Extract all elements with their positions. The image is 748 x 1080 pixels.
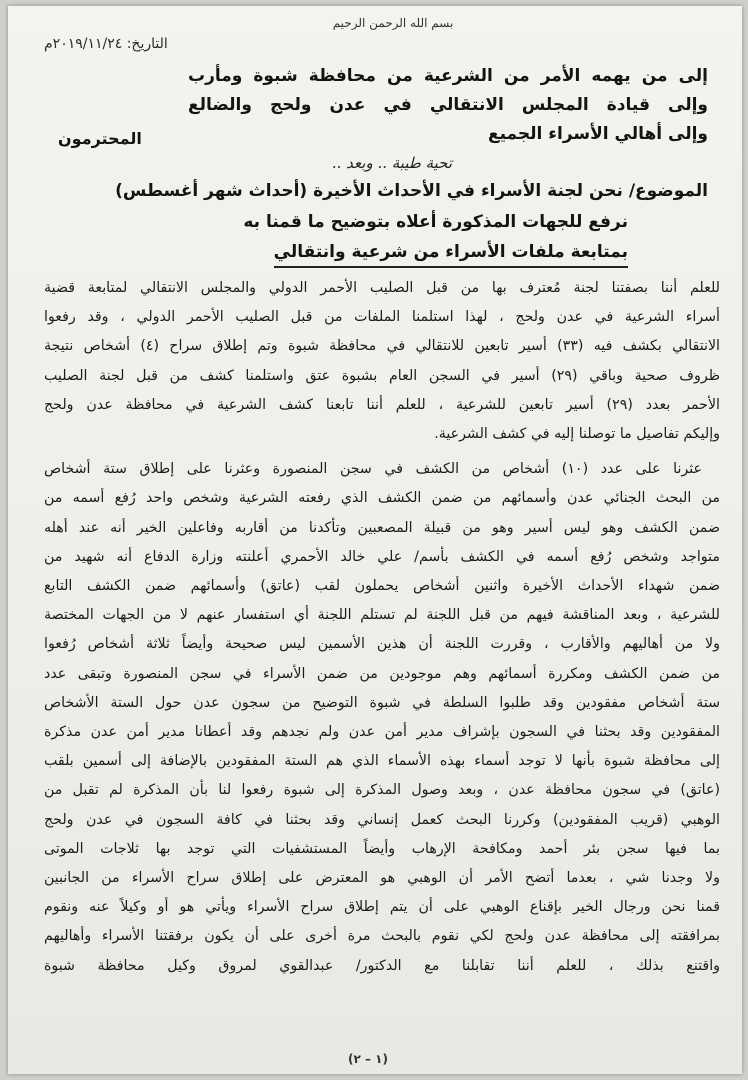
- text-line: قمنا نحن ورجال الخير بإقناع الوهبي على أن يتم إطلاق سراح الأسراء ويأتي هو أو وكيلاً عنه ونقوم: [44, 899, 720, 916]
- text-line: واقتنع بذلك ، للعلم أننا تقابلنا مع الدكتور/ عبدالقوي لمروق وكيل محافظة شبوة: [44, 957, 720, 974]
- page-number: (١ – ٢): [348, 1052, 388, 1066]
- text-line: عثرنا على عدد (١٠) أشخاص من الكشف في سجن المنصورة وعثرنا على إطلاق ستة أشخاص: [44, 461, 702, 478]
- text-line: الأحمر بعدد (٢٩) أسير تابعين للشرعية ، للعلم أننا تابعنا كشف الشرعية في محافظة عدن ولحج: [44, 396, 720, 413]
- text-line: ضمن الكشف وهو ليس أسير وهو من قبيلة المصعبين وتأكدنا من أقاربه وفاعلين الخير أنه عند أهله: [44, 519, 720, 536]
- letter-date: التاريخ: ٢٠١٩/١١/٢٤م: [44, 36, 168, 52]
- subject-line: الموضوع/ نحن لجنة الأسراء في الأحداث الأخيرة (أحداث شهر أغسطس): [115, 181, 708, 201]
- text-line: من ضمن الكشف ومكررة أسمائهم وهم موجودين من ضمن الأسراء في سجن المنصورة وتبقى عدد: [44, 665, 720, 682]
- text-line: متواجد وشخص رُفع أسمه في الكشف بأسم/ علي خالد الأحمري أعلنته وزارة الدفاع أنه شهيد من: [44, 548, 720, 565]
- subject-line: نرفع للجهات المذكورة أعلاه بتوضيح ما قمنا به: [243, 212, 628, 232]
- text-line: للشرعية ، وبعد المناقشة فيهم من قبل اللجنة لم تستلم اللجنة أي استفسار عنهم لا من الجهات المختصة: [44, 607, 720, 624]
- text-line: ولا من أهاليهم والأقارب ، وقررت اللجنة أن هذين الأسمين ليس صحيحة وأيضاً ثلاثة أشخاص رُفعوا: [44, 636, 720, 653]
- subject-block: [115, 176, 708, 268]
- text-line: أسراء الشرعية في عدن ولحج ، لهذا استلمنا الملفات من قبل الصليب الأحمر الدولي ، وقد رفعوا: [44, 309, 720, 326]
- text-line: بمرافقته إلى محافظة عدن ولحج لكي نقوم بالبحث مرة أخرى على أن يكون برفقتنا الأسراء وأهاليهم: [44, 928, 720, 945]
- text-line: ستة أشخاص مفقودين وقد طلبوا السلطة في شبوة التوضيح من سجون عدن حول الستة الأشخاص: [44, 694, 720, 711]
- recipient-line: إلى من يهمه الأمر من الشرعية من محافظة شبوة ومأرب: [188, 66, 708, 86]
- recipient-line: وإلى قيادة المجلس الانتقالي في عدن ولحج والضالع: [188, 95, 708, 115]
- text-line: للعلم أننا بصفتنا لجنة مُعترف بها من قبل الصليب الأحمر الدولي والمجلس الانتقالي لمتابعة قضية: [44, 280, 720, 296]
- recipient-line: وإلى أهالي الأسراء الجميع: [487, 124, 708, 144]
- paragraph-1: [44, 274, 720, 449]
- text-line: الوهبي (قريب المفقودين) وكررنا البحث كعمل إنساني وقد بحثنا في كافة السجون في عدن ولحج: [44, 811, 720, 828]
- text-line: إلى محافظة شبوة بأنها لا توجد أسماء بهذه الأسماء الذي هم الستة المفقودين بالإضافة إلى أسمين بلقب: [44, 753, 720, 770]
- text-line: المفقودين وقد بحثنا في السجون بإشراف مدير أمن عدن ولم نجدهم وقد أعطانا مدير أمن عدن مذكرة: [44, 724, 720, 741]
- basmala-header: بسم الله الرحمن الرحيم: [332, 16, 454, 30]
- text-line: من البحث الجنائي عدن وأسمائهم من ضمن الكشف الذي رفعته الشرعية وشخص واحد رُفع أسمه من: [44, 490, 720, 507]
- recipients-block: [188, 62, 708, 149]
- text-line: ضمن شهداء الأحداث الأخيرة واثنين أشخاص يحملون لقب (عاتق) وأسمائهم ضمن الكشف التابع: [44, 578, 720, 595]
- text-line: ولا وجدنا شي ، بعدما أتضح الأمر أن الوهبي هو المعترض على إطلاق سراح الأسراء من الجانبين: [44, 870, 720, 887]
- paragraph-2: [44, 455, 720, 981]
- text-line: ظروف صحية وباقي (٢٩) أسير في السجن العام بشبوة عتق واستلمنا كشف من قبل لجنة الصليب: [44, 367, 720, 384]
- text-line: (عاتق) في سجون محافظة عدن ، وبعد وصول المذكرة إلى شبوة رفعوا لنا بأن المذكرة لم تقبل من: [44, 782, 720, 799]
- honorific: المحترمون: [58, 129, 142, 148]
- letter-page: [8, 6, 742, 1074]
- subject-line: بمتابعة ملفات الأسراء من شرعية وانتقالي: [274, 238, 628, 268]
- text-line: وإليكم تفاصيل ما توصلنا إليه في كشف الشرعية.: [434, 426, 720, 443]
- text-line: بما فيها سجن بئر أحمد ومكافحة الإرهاب وأيضاً المستشفيات التي توجد بها ثلاجات الموتى: [44, 840, 720, 857]
- text-line: الانتقالي بكشف فيه (٣٣) أسير تابعين للانتقالي في محافظة شبوة وتم إطلاق سراح (٤) أشخاص نتيجة: [44, 338, 720, 355]
- greeting: تحية طيبة .. وبعد ..: [331, 154, 452, 172]
- letter-body: [44, 274, 720, 981]
